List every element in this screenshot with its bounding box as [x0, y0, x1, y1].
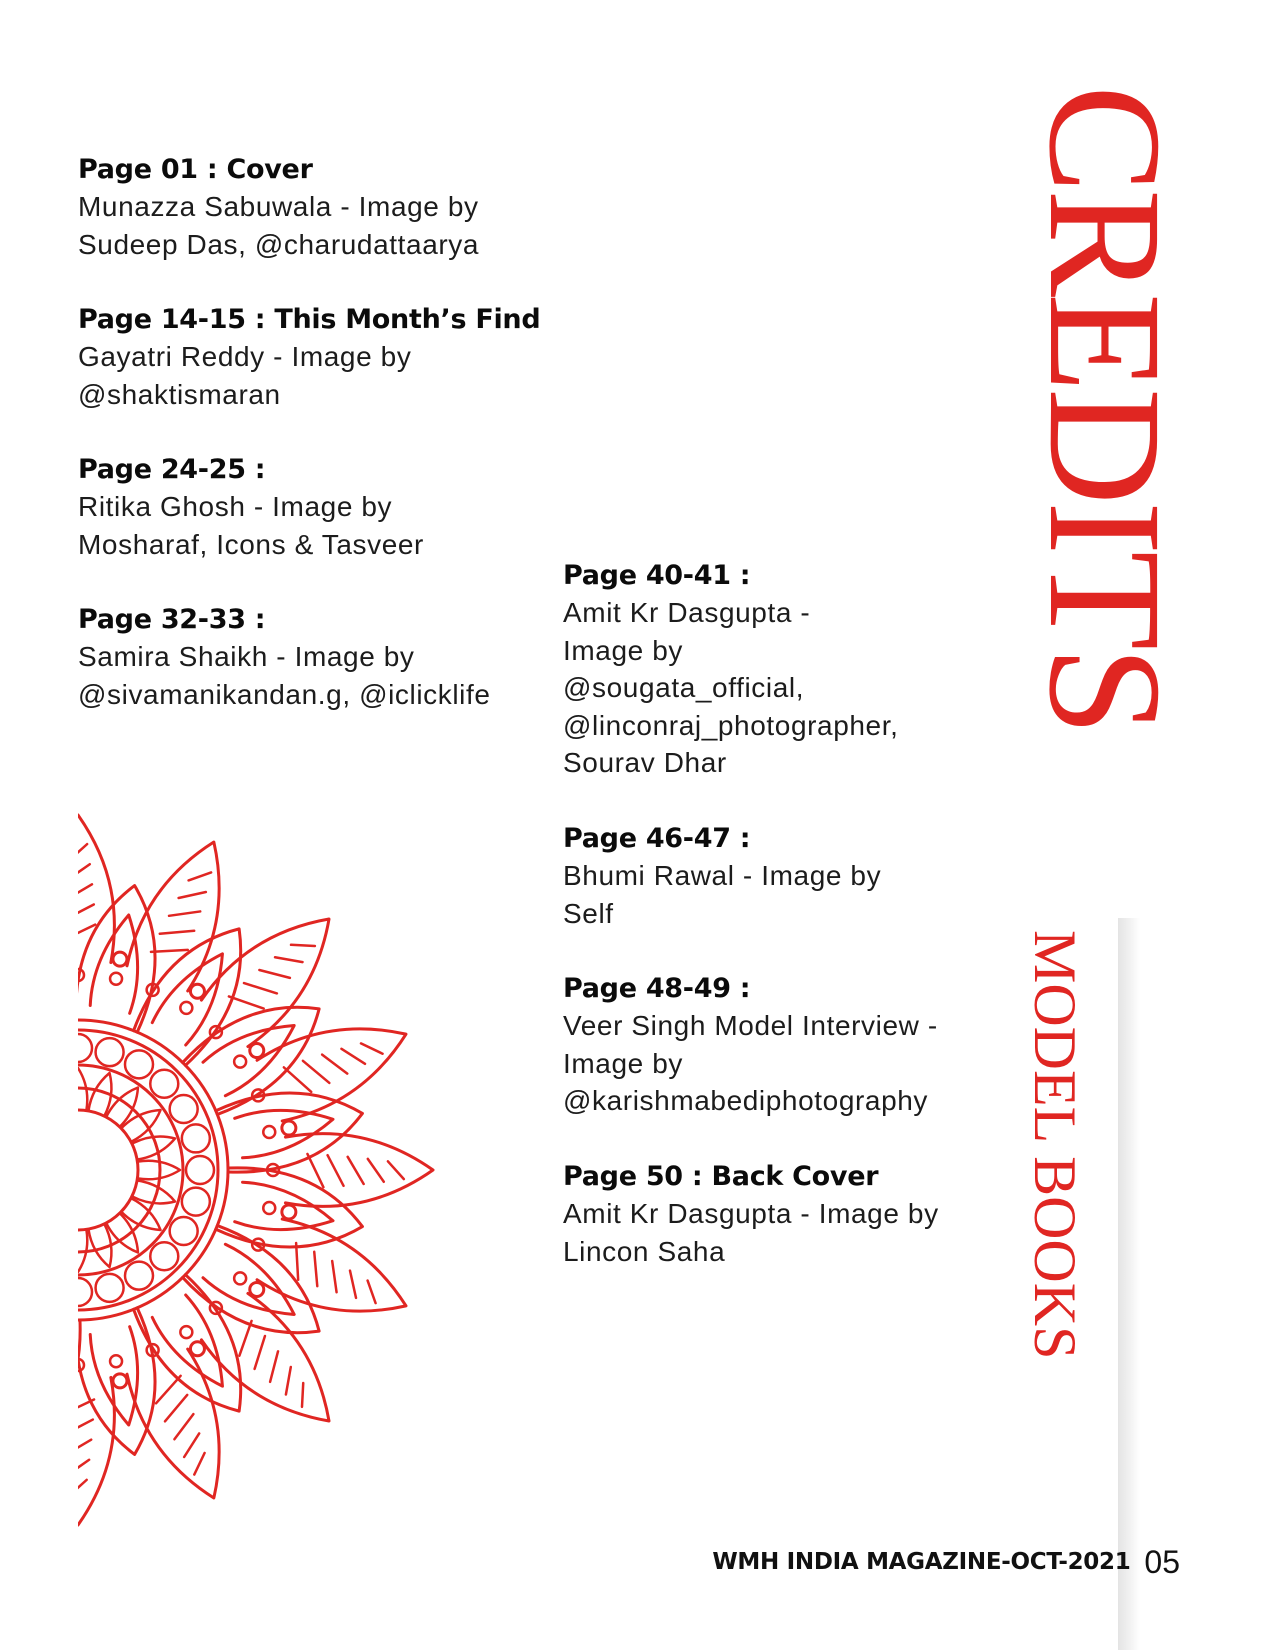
credit-page-50	[563, 1159, 939, 1270]
credit-title: Page 50 : Back Cover	[563, 1161, 879, 1192]
credit-line: @shaktismaran	[78, 378, 281, 410]
model-books-subheading: MODEL BOOKS	[1022, 930, 1088, 1360]
credit-page-40-41	[563, 558, 898, 782]
credit-line: Image by	[563, 1047, 683, 1079]
credit-title: Page 48-49 :	[563, 973, 751, 1004]
credit-line: @sivamanikandan.g, @iclicklife	[78, 678, 491, 710]
credit-page-14-15	[78, 302, 540, 413]
credit-title: Page 01 : Cover	[78, 154, 313, 185]
magazine-name: WMH INDIA MAGAZINE-OCT-2021	[712, 1549, 1131, 1575]
credit-line: Mosharaf, Icons & Tasveer	[78, 528, 424, 560]
credit-line: @karishmabediphotography	[563, 1085, 929, 1116]
credits-heading: CREDITS	[1015, 85, 1194, 733]
credit-page-48-49	[563, 971, 938, 1120]
credit-page-32-33	[78, 602, 491, 713]
credit-title: Page 40-41 :	[563, 560, 751, 591]
credit-line: Image by	[563, 634, 683, 666]
credit-line: Amit Kr Dasgupta - Image by	[563, 1198, 939, 1229]
credit-line: Sudeep Das, @charudattaarya	[78, 228, 480, 260]
page-footer	[640, 1538, 1180, 1586]
credit-line: @sougata_official,	[563, 672, 805, 703]
credit-line: Ritika Ghosh - Image by	[78, 491, 393, 522]
credit-line: Veer Singh Model Interview -	[563, 1010, 938, 1041]
credit-page-01	[78, 152, 479, 263]
credit-line: Bhumi Rawal - Image by	[563, 860, 882, 891]
credit-page-46-47	[563, 821, 881, 932]
credit-line: @linconraj_photographer,	[563, 709, 899, 741]
credit-line: Lincon Saha	[563, 1235, 726, 1267]
credit-title: Page 32-33 :	[78, 604, 266, 635]
credit-line: Samira Shaikh - Image by	[78, 641, 415, 672]
page-number: 05	[1144, 1543, 1180, 1580]
credit-line: Amit Kr Dasgupta -	[563, 597, 811, 628]
credit-line: Gayatri Reddy - Image by	[78, 341, 412, 372]
credit-line: Munazza Sabuwala - Image by	[78, 191, 479, 222]
credit-title: Page 46-47 :	[563, 823, 751, 854]
credit-title: Page 24-25 :	[78, 454, 266, 485]
credit-line: Self	[563, 897, 614, 929]
credit-page-24-25	[78, 452, 424, 563]
credit-line: Sourav Dhar	[563, 747, 727, 778]
credit-title: Page 14-15 : This Month’s Find	[78, 304, 541, 335]
mandala-ornament-icon	[0, 760, 480, 1560]
